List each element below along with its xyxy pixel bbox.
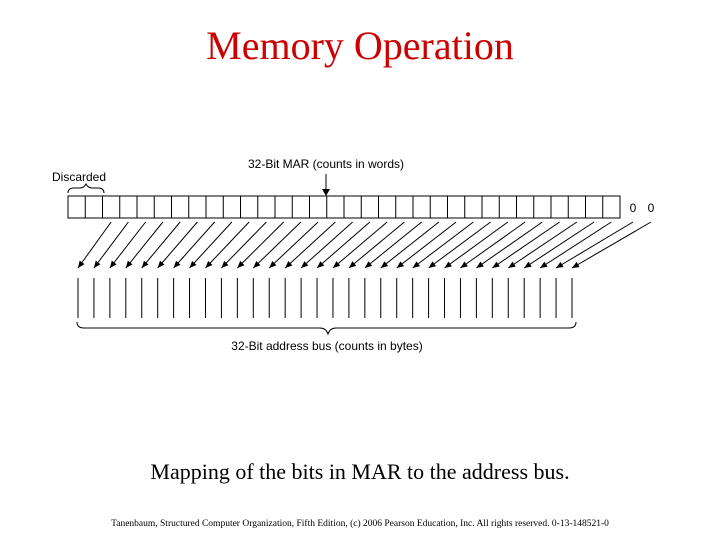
mapping-arrow (301, 222, 353, 268)
mapping-arrowhead (94, 261, 101, 268)
discarded-brace (68, 184, 104, 193)
mapping-arrow (413, 222, 474, 268)
bus-label: 32-Bit address bus (counts in bytes) (231, 339, 423, 353)
low-bit-arrowhead (556, 262, 564, 268)
mapping-arrowhead (540, 262, 548, 268)
mapping-arrow (365, 222, 422, 268)
mapping-arrow (78, 222, 111, 268)
mapping-arrow (333, 222, 387, 268)
slide-footer: Tanenbaum, Structured Computer Organization, Fifth Edition, (c) 2006 Pearson Education, Inc. All rights reserved. 0-13-148521-0 (111, 519, 609, 529)
mapping-arrow (190, 222, 232, 268)
low-bit-arrow (556, 222, 633, 268)
mapping-arrowhead (476, 262, 483, 268)
mar-register (68, 196, 620, 218)
mapping-arrow (460, 222, 525, 268)
mapping-arrowhead (429, 261, 436, 268)
mapping-arrow (445, 222, 508, 268)
low-bit-1: 0 (647, 201, 655, 215)
mar-label: 32-Bit MAR (counts in words) (247, 157, 405, 171)
mapping-arrow (476, 222, 542, 268)
mapping-arrowhead (413, 261, 420, 268)
mapping-arrow (158, 222, 198, 268)
address-bus-lines (78, 278, 572, 318)
mapping-arrowhead (445, 261, 452, 268)
mapping-arrowhead (492, 262, 499, 268)
mapping-arrows (78, 222, 651, 268)
mapping-arrowhead (524, 262, 531, 268)
mapping-arrowhead (508, 262, 515, 268)
mapping-arrow (508, 222, 577, 268)
low-bit-0: 0 (629, 201, 637, 215)
mapping-arrowhead (110, 261, 117, 268)
slide-caption: Mapping of the bits in MAR to the address bus. (150, 459, 570, 484)
bus-brace (77, 322, 576, 334)
mar-pointer-arrowhead (322, 189, 330, 196)
mapping-arrowhead (126, 261, 133, 268)
mapping-arrow (174, 222, 215, 268)
mapping-arrow (429, 222, 491, 268)
mapping-arrow (349, 222, 404, 268)
mapping-arrowhead (381, 261, 388, 268)
mapping-arrowhead (78, 261, 85, 268)
mapping-arrow (397, 222, 456, 268)
mapping-arrowhead (397, 261, 404, 268)
mapping-arrow (540, 222, 611, 268)
mapping-arrow (94, 222, 128, 268)
mapping-arrowhead (365, 261, 372, 268)
mapping-arrowhead (460, 261, 467, 268)
mapping-arrow (492, 222, 559, 268)
mapping-arrow (142, 222, 180, 268)
mapping-arrow (381, 222, 439, 268)
low-bit-arrowhead (572, 262, 580, 268)
mapping-arrow (205, 222, 249, 268)
discarded-label: Discarded (52, 170, 107, 184)
mapping-arrow (317, 222, 370, 268)
slide-title: Memory Operation (206, 23, 514, 68)
